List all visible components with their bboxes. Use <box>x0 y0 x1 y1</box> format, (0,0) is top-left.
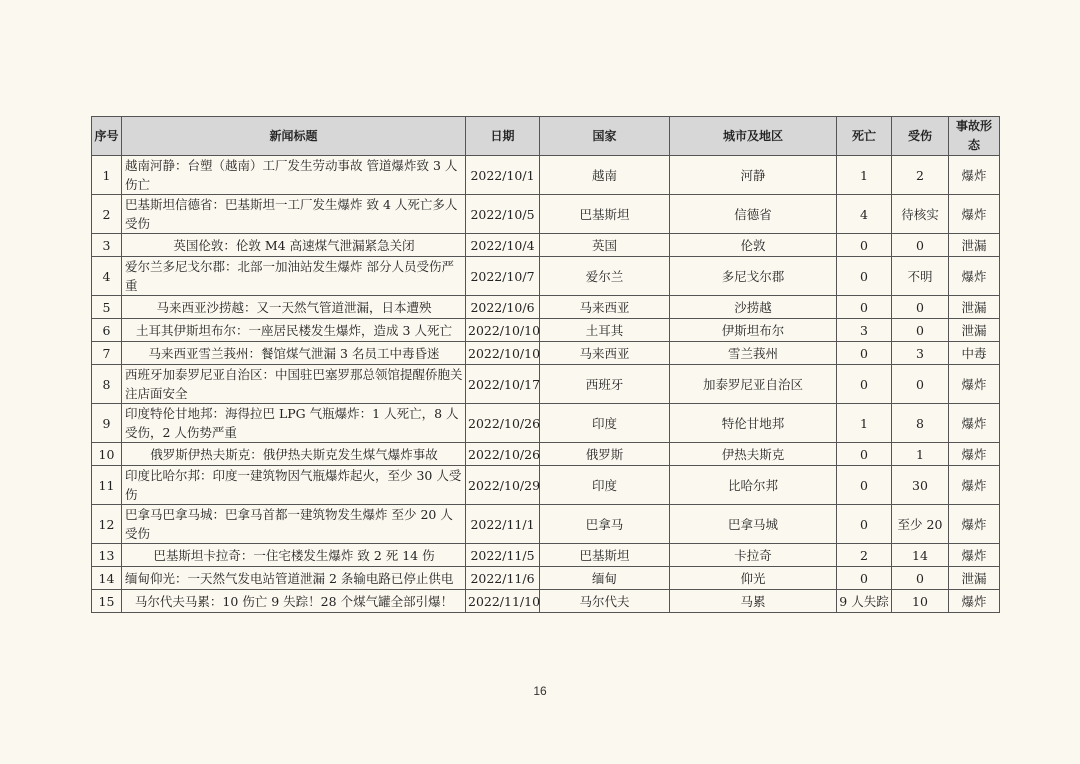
table-row <box>92 296 1000 319</box>
table-row <box>92 156 1000 195</box>
cell-city: 巴拿马城 <box>670 505 837 544</box>
cell-date: 2022/11/1 <box>466 505 540 544</box>
cell-index: 9 <box>92 404 122 443</box>
cell-accident-type: 中毒 <box>949 342 1000 365</box>
cell-date: 2022/10/29 <box>466 466 540 505</box>
cell-index: 7 <box>92 342 122 365</box>
cell-date: 2022/10/1 <box>466 156 540 195</box>
cell-index: 3 <box>92 234 122 257</box>
cell-city: 沙捞越 <box>670 296 837 319</box>
cell-injured: 0 <box>892 234 949 257</box>
cell-country: 越南 <box>540 156 670 195</box>
cell-deaths: 1 <box>837 156 892 195</box>
cell-news-title: 俄罗斯伊热夫斯克：俄伊热夫斯克发生煤气爆炸事故 <box>122 443 466 466</box>
cell-news-title: 巴基斯坦卡拉奇：一住宅楼发生爆炸 致 2 死 14 伤 <box>122 544 466 567</box>
cell-injured: 0 <box>892 365 949 404</box>
cell-deaths: 4 <box>837 195 892 234</box>
cell-news-title: 印度特伦甘地邦：海得拉巴 LPG 气瓶爆炸：1 人死亡，8 人受伤，2 人伤势严重 <box>122 404 466 443</box>
cell-injured: 至少 20 <box>892 505 949 544</box>
cell-accident-type: 爆炸 <box>949 590 1000 613</box>
cell-index: 6 <box>92 319 122 342</box>
table-row <box>92 590 1000 613</box>
cell-accident-type: 爆炸 <box>949 365 1000 404</box>
header-index: 序号 <box>92 117 122 156</box>
cell-country: 英国 <box>540 234 670 257</box>
cell-deaths: 0 <box>837 505 892 544</box>
cell-date: 2022/10/10 <box>466 342 540 365</box>
cell-deaths: 9 人失踪 <box>837 590 892 613</box>
cell-news-title: 土耳其伊斯坦布尔：一座居民楼发生爆炸，造成 3 人死亡 <box>122 319 466 342</box>
cell-deaths: 0 <box>837 342 892 365</box>
table-row <box>92 234 1000 257</box>
cell-city: 马累 <box>670 590 837 613</box>
cell-index: 12 <box>92 505 122 544</box>
cell-accident-type: 爆炸 <box>949 443 1000 466</box>
cell-date: 2022/11/10 <box>466 590 540 613</box>
cell-deaths: 0 <box>837 466 892 505</box>
cell-date: 2022/11/5 <box>466 544 540 567</box>
table-row <box>92 365 1000 404</box>
cell-country: 印度 <box>540 466 670 505</box>
cell-deaths: 0 <box>837 257 892 296</box>
cell-city: 加泰罗尼亚自治区 <box>670 365 837 404</box>
cell-deaths: 0 <box>837 567 892 590</box>
cell-injured: 10 <box>892 590 949 613</box>
cell-injured: 8 <box>892 404 949 443</box>
table-row <box>92 466 1000 505</box>
cell-injured: 1 <box>892 443 949 466</box>
cell-accident-type: 泄漏 <box>949 296 1000 319</box>
cell-date: 2022/10/26 <box>466 443 540 466</box>
cell-deaths: 0 <box>837 443 892 466</box>
cell-country: 土耳其 <box>540 319 670 342</box>
cell-deaths: 0 <box>837 296 892 319</box>
cell-news-title: 爱尔兰多尼戈尔郡：北部一加油站发生爆炸 部分人员受伤严重 <box>122 257 466 296</box>
cell-city: 仰光 <box>670 567 837 590</box>
header-injured: 受伤 <box>892 117 949 156</box>
cell-deaths: 0 <box>837 365 892 404</box>
incident-table <box>91 116 1000 613</box>
cell-deaths: 3 <box>837 319 892 342</box>
cell-country: 印度 <box>540 404 670 443</box>
cell-index: 11 <box>92 466 122 505</box>
cell-city: 河静 <box>670 156 837 195</box>
cell-news-title: 缅甸仰光：一天然气发电站管道泄漏 2 条输电路已停止供电 <box>122 567 466 590</box>
cell-news-title: 巴拿马巴拿马城：巴拿马首都一建筑物发生爆炸 至少 20 人受伤 <box>122 505 466 544</box>
cell-country: 巴基斯坦 <box>540 544 670 567</box>
cell-deaths: 2 <box>837 544 892 567</box>
cell-injured: 2 <box>892 156 949 195</box>
cell-country: 俄罗斯 <box>540 443 670 466</box>
cell-country: 马尔代夫 <box>540 590 670 613</box>
cell-city: 伊热夫斯克 <box>670 443 837 466</box>
cell-city: 雪兰莪州 <box>670 342 837 365</box>
cell-city: 多尼戈尔郡 <box>670 257 837 296</box>
cell-index: 4 <box>92 257 122 296</box>
cell-injured: 30 <box>892 466 949 505</box>
cell-city: 比哈尔邦 <box>670 466 837 505</box>
table-header-row <box>92 117 1000 156</box>
cell-news-title: 马来西亚沙捞越：又一天然气管道泄漏，日本遭殃 <box>122 296 466 319</box>
cell-index: 2 <box>92 195 122 234</box>
cell-country: 爱尔兰 <box>540 257 670 296</box>
cell-injured: 0 <box>892 296 949 319</box>
cell-accident-type: 泄漏 <box>949 234 1000 257</box>
cell-injured: 14 <box>892 544 949 567</box>
table-row <box>92 567 1000 590</box>
table-row <box>92 443 1000 466</box>
cell-date: 2022/10/17 <box>466 365 540 404</box>
cell-accident-type: 爆炸 <box>949 505 1000 544</box>
page-number: 16 <box>533 684 547 698</box>
cell-news-title: 巴基斯坦信德省：巴基斯坦一工厂发生爆炸 致 4 人死亡多人受伤 <box>122 195 466 234</box>
cell-injured: 0 <box>892 319 949 342</box>
cell-city: 信德省 <box>670 195 837 234</box>
cell-date: 2022/10/6 <box>466 296 540 319</box>
table-row <box>92 342 1000 365</box>
cell-accident-type: 爆炸 <box>949 466 1000 505</box>
cell-country: 马来西亚 <box>540 296 670 319</box>
cell-city: 特伦甘地邦 <box>670 404 837 443</box>
cell-index: 14 <box>92 567 122 590</box>
cell-index: 13 <box>92 544 122 567</box>
table-row <box>92 319 1000 342</box>
cell-index: 15 <box>92 590 122 613</box>
cell-date: 2022/10/7 <box>466 257 540 296</box>
cell-injured: 3 <box>892 342 949 365</box>
cell-country: 巴基斯坦 <box>540 195 670 234</box>
cell-city: 卡拉奇 <box>670 544 837 567</box>
cell-news-title: 越南河静：台塑（越南）工厂发生劳动事故 管道爆炸致 3 人伤亡 <box>122 156 466 195</box>
incident-table-container <box>91 116 999 613</box>
cell-date: 2022/11/6 <box>466 567 540 590</box>
cell-accident-type: 爆炸 <box>949 544 1000 567</box>
table-row <box>92 544 1000 567</box>
cell-accident-type: 爆炸 <box>949 156 1000 195</box>
table-row <box>92 505 1000 544</box>
header-country: 国家 <box>540 117 670 156</box>
cell-date: 2022/10/4 <box>466 234 540 257</box>
cell-injured: 不明 <box>892 257 949 296</box>
cell-deaths: 0 <box>837 234 892 257</box>
header-accident-type: 事故形态 <box>949 117 1000 156</box>
cell-date: 2022/10/10 <box>466 319 540 342</box>
cell-accident-type: 泄漏 <box>949 567 1000 590</box>
cell-injured: 0 <box>892 567 949 590</box>
cell-index: 8 <box>92 365 122 404</box>
cell-accident-type: 爆炸 <box>949 257 1000 296</box>
cell-city: 伦敦 <box>670 234 837 257</box>
cell-news-title: 英国伦敦：伦敦 M4 高速煤气泄漏紧急关闭 <box>122 234 466 257</box>
header-news-title: 新闻标题 <box>122 117 466 156</box>
cell-index: 10 <box>92 443 122 466</box>
cell-accident-type: 泄漏 <box>949 319 1000 342</box>
cell-accident-type: 爆炸 <box>949 195 1000 234</box>
cell-country: 巴拿马 <box>540 505 670 544</box>
cell-date: 2022/10/5 <box>466 195 540 234</box>
cell-index: 1 <box>92 156 122 195</box>
table-row <box>92 404 1000 443</box>
cell-country: 缅甸 <box>540 567 670 590</box>
header-deaths: 死亡 <box>837 117 892 156</box>
table-row <box>92 257 1000 296</box>
table-row <box>92 195 1000 234</box>
cell-deaths: 1 <box>837 404 892 443</box>
header-date: 日期 <box>466 117 540 156</box>
cell-index: 5 <box>92 296 122 319</box>
header-city: 城市及地区 <box>670 117 837 156</box>
cell-country: 西班牙 <box>540 365 670 404</box>
cell-city: 伊斯坦布尔 <box>670 319 837 342</box>
cell-injured: 待核实 <box>892 195 949 234</box>
table-body <box>92 156 1000 613</box>
cell-news-title: 印度比哈尔邦：印度一建筑物因气瓶爆炸起火，至少 30 人受伤 <box>122 466 466 505</box>
cell-news-title: 马来西亚雪兰莪州：餐馆煤气泄漏 3 名员工中毒昏迷 <box>122 342 466 365</box>
cell-country: 马来西亚 <box>540 342 670 365</box>
cell-accident-type: 爆炸 <box>949 404 1000 443</box>
cell-news-title: 西班牙加泰罗尼亚自治区：中国驻巴塞罗那总领馆提醒侨胞关注店面安全 <box>122 365 466 404</box>
cell-news-title: 马尔代夫马累：10 伤亡 9 失踪！28 个煤气罐全部引爆！ <box>122 590 466 613</box>
cell-date: 2022/10/26 <box>466 404 540 443</box>
